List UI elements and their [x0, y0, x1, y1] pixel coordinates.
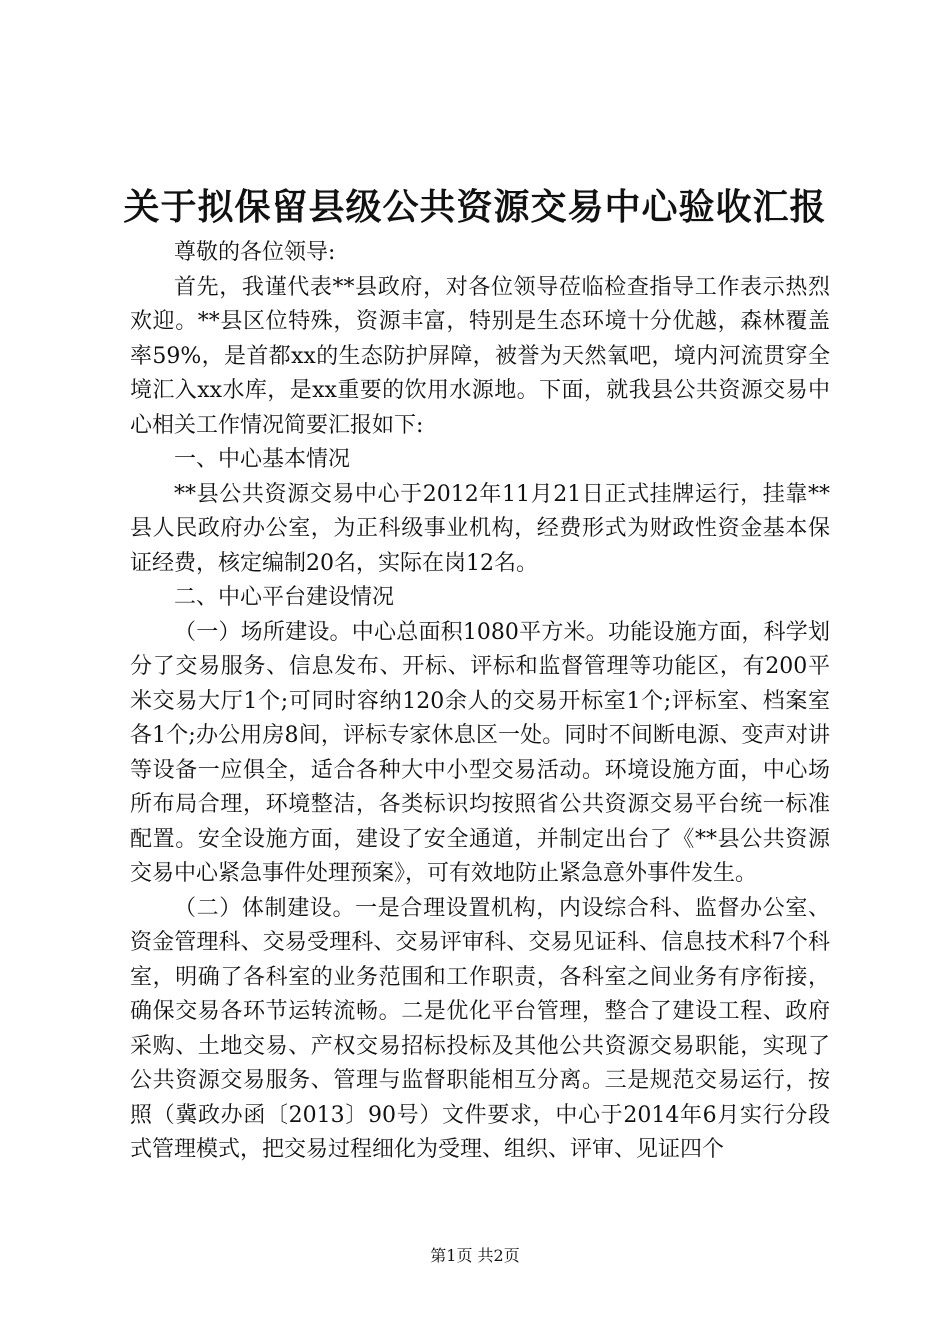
paragraph-basic-info: **县公共资源交易中心于2012年11月21日正式挂牌运行，挂靠**县人民政府办公室，为正科级事业机构，经费形式为财政性资金基本保证经费，核定编制20名，实际在岗12名。 [130, 481, 830, 576]
salutation: 尊敬的各位领导: [174, 240, 336, 265]
paragraph-venue: （一）场所建设。中心总面积1080平方米。功能设施方面，科学划分了交易服务、信息发布、开标、评标和监督管理等功能区，有200平米交易大厅1个;可同时容纳120余人的交易开标室1个;评标室、档案室各1个;办公用房8间，评标专家休息区一处。同时不间断电源、变声对讲等设备一应俱全，适合各种大中小型交易活动。环境设施方面，中心场所布局合理，环境整洁，各类标识均按照省公共资源交易平台统一标准配置。安全设施方面，建设了安全通道，并制定出台了《**县公共资源交易中心紧急事件处理预案》，可有效地防止紧急意外事件发生。 [130, 619, 830, 886]
page-footer: 第1页 共2页 [430, 1246, 520, 1265]
paragraph-intro: 首先，我谨代表**县政府，对各位领导莅临检查指导工作表示热烈欢迎。**县区位特殊，资源丰富，特别是生态环境十分优越，森林覆盖率59%，是首都xx的生态防护屏障，被誉为天然氧吧，境内河流贯穿全境汇入xx水库，是xx重要的饮用水源地。下面，就我县公共资源交易中心相关工作情况简要汇报如下: [130, 274, 830, 438]
document-body [130, 236, 830, 1168]
paragraph-system: （二）体制建设。一是合理设置机构，内设综合科、监督办公室、资金管理科、交易受理科、交易评审科、交易见证科、信息技术科7个科室，明确了各科室的业务范围和工作职责，各科室之间业务有序衔接，确保交易各环节运转流畅。二是优化平台管理，整合了建设工程、政府采购、土地交易、产权交易招标投标及其他公共资源交易职能，实现了公共资源交易服务、管理与监督职能相互分离。三是规范交易运行，按照（冀政办函〔2013〕90号）文件要求，中心于2014年6月实行分段式管理模式，把交易过程细化为受理、组织、评审、见证四个 [130, 895, 830, 1162]
document-title: 关于拟保留县级公共资源交易中心验收汇报 [123, 186, 827, 228]
section-heading-1: 一、中心基本情况 [174, 447, 351, 472]
section-heading-2: 二、中心平台建设情况 [174, 585, 395, 610]
